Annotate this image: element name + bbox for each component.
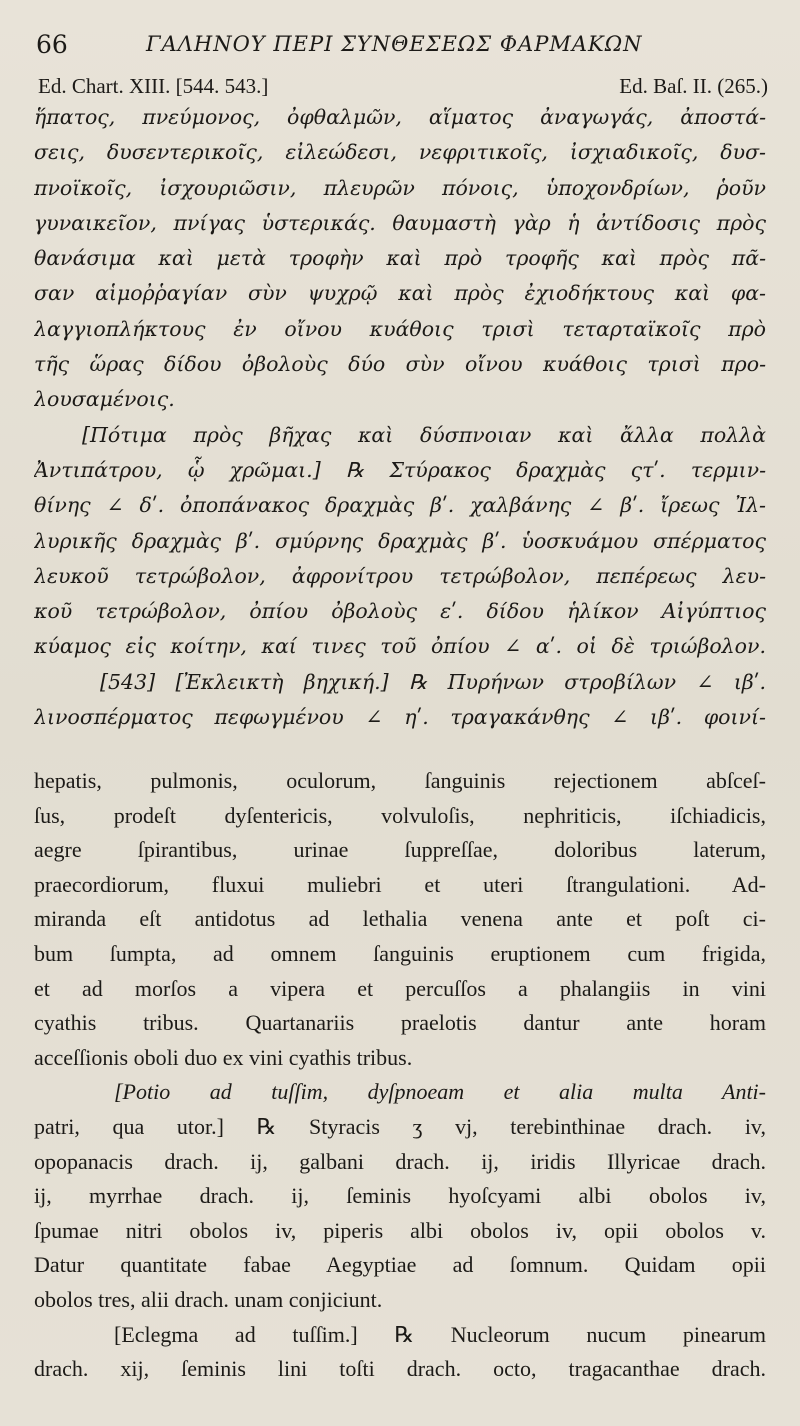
- greek-line: σαν αἱμοῤῥαγίαν σὺν ψυχρῷ καὶ πρὸς ἐχιοδήκτους καὶ φα-: [34, 281, 766, 306]
- greek-line: λυρικῆς δραχμὰς βʹ. σμύρνης δραχμὰς βʹ. ὑοσκυάμου σπέρματος: [34, 528, 766, 553]
- latin-line: patri, qua utor.] ℞ Styracis ʒ vj, terebinthinae drach. iv,: [34, 1113, 766, 1139]
- greek-line: λευκοῦ τετρώβολον, ἀφρονίτρου τετρώβολον, πεπέρεως λευ-: [34, 563, 766, 588]
- greek-line: Ἀντιπάτρου, ᾧ χρῶμαι.] ℞ Στύρακος δραχμὰς ςτʹ. τερμιν-: [34, 457, 766, 482]
- greek-line: κύαμος εἰς κοίτην, καί τινες τοῦ ὀπίου ∠ αʹ. οἱ δὲ τριώβολον.: [34, 634, 766, 659]
- running-head: [36, 30, 766, 64]
- latin-text: [34, 764, 766, 1387]
- latin-line: ſus, prodeſt dyſentericis, volvuloſis, nephriticis, iſchiadicis,: [34, 802, 766, 828]
- greek-line: λουσαμένοις.: [34, 387, 175, 412]
- greek-line: θανάσιμα καὶ μετὰ τροφὴν καὶ πρὸ τροφῆς καὶ πρὸς πᾶ-: [34, 246, 766, 271]
- latin-line: obolos tres, alii drach. unam conjiciunt.: [34, 1286, 383, 1312]
- greek-line: κοῦ τετρώβολον, ὀπίου ὀβολοὺς εʹ. δίδου ἡλίκον Αἰγύπτιος: [34, 599, 766, 624]
- latin-line: ij, myrrhae drach. ij, ſeminis hyoſcyami albi obolos iv,: [34, 1183, 766, 1209]
- latin-line: Datur quantitate fabae Aegyptiae ad ſomnum. Quidam opii: [34, 1252, 766, 1278]
- greek-line: πνοϊκοῖς, ἰσχουριῶσιν, πλευρῶν πόνοις, ὑποχονδρίων, ῥοῦν: [34, 175, 766, 200]
- greek-heading-line: [Πότιμα πρὸς βῆχας καὶ δύσπνοιαν καὶ ἄλλα πολλὰ: [82, 422, 766, 447]
- latin-line: bum ſumpta, ad omnem ſanguinis eruptionem cum frigida,: [34, 940, 766, 966]
- greek-line: λαγγιοπλήκτους ἐν οἴνου κυάθοις τρισὶ τεταρταϊκοῖς πρὸ: [34, 316, 766, 341]
- latin-line: acceſſionis oboli duo ex vini cyathis tribus.: [34, 1044, 413, 1070]
- latin-heading-line: [Eclegma ad tuſſim.] ℞ Nucleorum nucum pinearum: [114, 1321, 766, 1347]
- latin-line: miranda eſt antidotus ad lethalia venena ante et poſt ci-: [34, 906, 766, 932]
- page-title: ΓΑΛΗΝΟΥ ΠΕΡΙ ΣΥΝΘΕΣΕΩΣ ΦΑΡΜΑΚΩΝ: [146, 32, 643, 56]
- greek-line: θίνης ∠ δʹ. ὀποπάνακος δραχμὰς βʹ. χαλβάνης ∠ βʹ. ἴρεως Ἰλ-: [34, 493, 766, 518]
- greek-line: λινοσπέρματος πεφωγμένου ∠ ηʹ. τραγακάνθης ∠ ιβʹ. φοινί-: [34, 705, 766, 730]
- edition-line: [38, 74, 768, 102]
- greek-line: γυναικεῖον, πνίγας ὑστερικάς. θαυμαστὴ γὰρ ἡ ἀντίδοσις πρὸς: [34, 210, 766, 235]
- latin-line: cyathis tribus. Quartanariis praelotis dantur ante horam: [34, 1010, 766, 1036]
- latin-line: drach. xij, ſeminis lini toſti drach. octo, tragacanthae drach.: [34, 1356, 766, 1382]
- greek-text: [34, 100, 766, 735]
- latin-line: hepatis, pulmonis, oculorum, ſanguinis rejectionem abſceſ-: [34, 768, 766, 793]
- edition-chartier: Ed. Chart. XIII. [544. 543.]: [38, 74, 269, 98]
- latin-line: opopanacis drach. ij, galbani drach. ij, iridis Illyricae drach.: [34, 1148, 766, 1174]
- greek-heading-line: [543] [Ἐκλεικτὴ βηχική.] ℞ Πυρήνων στροβίλων ∠ ιβʹ.: [100, 669, 766, 694]
- edition-basel: Ed. Baſ. II. (265.): [619, 74, 768, 98]
- greek-line: σεις, δυσεντερικοῖς, εἰλεώδεσι, νεφριτικοῖς, ἰσχιαδικοῖς, δυσ-: [34, 140, 766, 165]
- greek-line: τῆς ὥρας δίδου ὀβολοὺς δύο σὺν οἴνου κυάθοις τρισὶ προ-: [34, 352, 766, 377]
- latin-heading-line: [Potio ad tuſſim, dyſpnoeam et alia multa Anti-: [114, 1079, 766, 1105]
- greek-line: ἥπατος, πνεύμονος, ὀφθαλμῶν, αἵματος ἀναγωγάς, ἀποστά-: [34, 105, 766, 129]
- page-number: 66: [36, 30, 68, 59]
- latin-line: aegre ſpirantibus, urinae ſuppreſſae, doloribus laterum,: [34, 837, 766, 863]
- latin-line: ſpumae nitri obolos iv, piperis albi obolos iv, opii obolos v.: [34, 1217, 766, 1243]
- latin-line: praecordiorum, fluxui muliebri et uteri ſtrangulationi. Ad-: [34, 871, 766, 897]
- latin-line: et ad morſos a vipera et percuſſos a phalangiis in vini: [34, 975, 766, 1001]
